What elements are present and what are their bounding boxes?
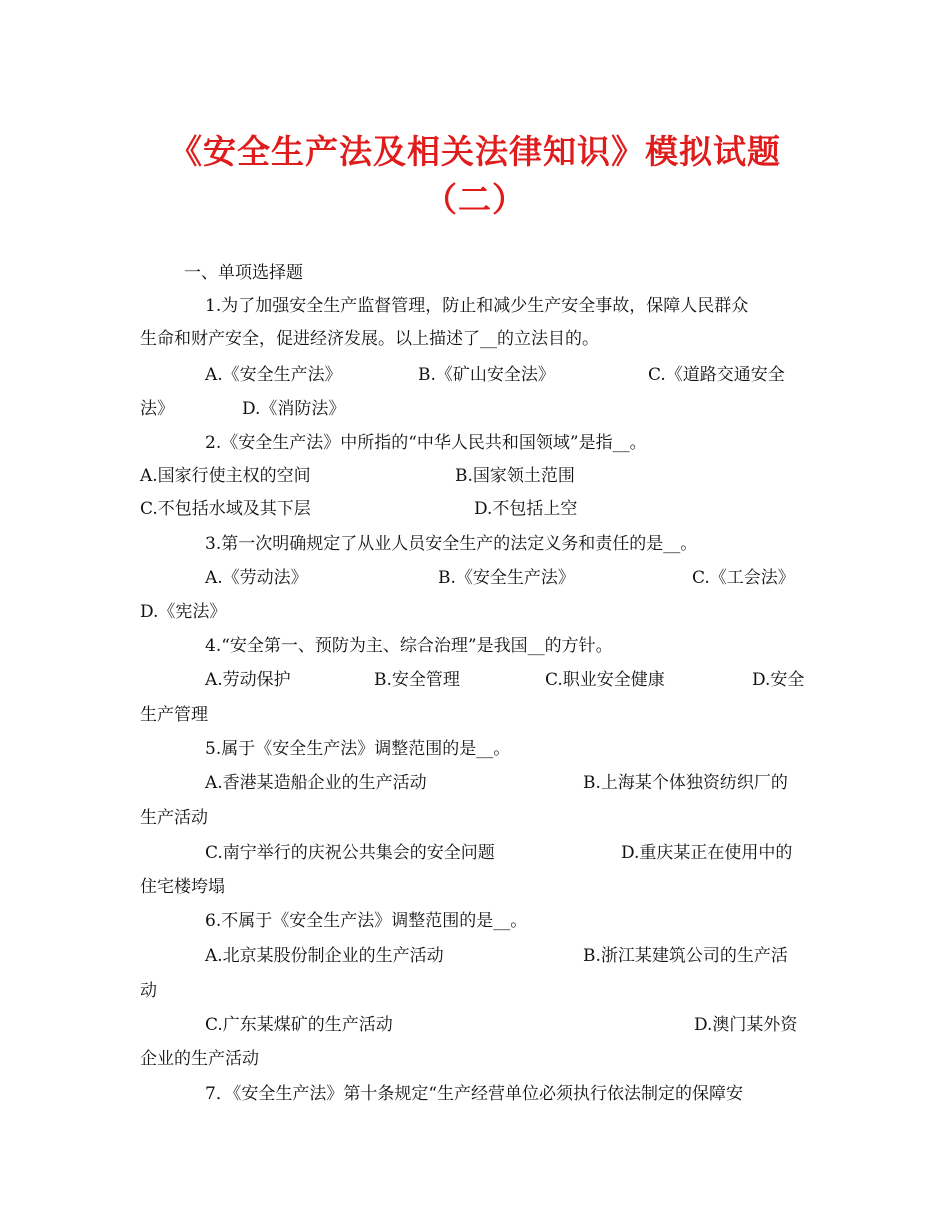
question-4-option-a: A.劳动保护	[205, 670, 291, 690]
question-1-stem: 1.为了加强安全生产监督管理，防止和减少生产安全事故，保障人民群众	[205, 296, 749, 316]
question-2-option-d: D.不包括上空	[474, 499, 578, 519]
question-5-option-b: B.上海某个体独资纺织厂的	[583, 773, 788, 793]
question-5-option-c: C.南宁举行的庆祝公共集会的安全问题	[205, 843, 495, 863]
question-4-option-b: B.安全管理	[374, 670, 460, 690]
question-5-option-a: A.香港某造船企业的生产活动	[205, 773, 427, 793]
question-6-option-a: A.北京某股份制企业的生产活动	[205, 946, 444, 966]
question-1-stem-cont: 生命和财产安全，促进经济发展。以上描述了__的立法目的。	[140, 329, 599, 349]
question-1-option-a: A.《安全生产法》	[205, 365, 342, 385]
question-3-option-b: B.《安全生产法》	[438, 568, 575, 588]
question-1-option-c-cont: 法》	[140, 399, 174, 419]
question-4-option-d-cont: 生产管理	[140, 705, 208, 725]
question-1-option-d: D.《消防法》	[242, 399, 346, 419]
question-5-option-b-cont: 生产活动	[140, 808, 208, 828]
question-7-stem: 7．《安全生产法》第十条规定“生产经营单位必须执行依法制定的保障安	[205, 1084, 744, 1104]
document-title-line2: （二）	[424, 180, 526, 219]
question-6-option-b-cont: 动	[140, 981, 157, 1001]
question-3-stem: 3.第一次明确规定了从业人员安全生产的法定义务和责任的是__。	[205, 534, 698, 554]
question-2-option-a: A.国家行使主权的空间	[140, 466, 311, 486]
question-5-option-d: D.重庆某正在使用中的	[621, 843, 793, 863]
question-4-option-d: D.安全	[752, 670, 805, 690]
question-4-option-c: C.职业安全健康	[545, 670, 665, 690]
question-3-option-d: D.《宪法》	[140, 602, 227, 622]
question-2-stem: 2.《安全生产法》中所指的“中华人民共和国领域”是指__。	[205, 433, 647, 453]
question-6-option-b: B.浙江某建筑公司的生产活	[583, 946, 788, 966]
question-4-stem: 4.“安全第一、预防为主、综合治理”是我国__的方针。	[205, 636, 613, 656]
question-2-option-b: B.国家领土范围	[455, 466, 575, 486]
question-6-stem: 6.不属于《安全生产法》调整范围的是__。	[205, 911, 528, 931]
section-heading: 一、单项选择题	[184, 263, 303, 283]
question-2-option-c: C.不包括水域及其下层	[140, 499, 311, 519]
question-6-option-d-cont: 企业的生产活动	[140, 1049, 259, 1069]
question-1-option-b: B.《矿山安全法》	[418, 365, 555, 385]
question-5-stem: 5.属于《安全生产法》调整范围的是__。	[205, 739, 511, 759]
question-3-option-c: C.《工会法》	[692, 568, 795, 588]
document-title-line1: 《安全生产法及相关法律知识》模拟试题	[169, 132, 781, 171]
question-6-option-c: C.广东某煤矿的生产活动	[205, 1015, 393, 1035]
question-1-option-c: C.《道路交通安全	[648, 365, 785, 385]
question-6-option-d: D.澳门某外资	[694, 1015, 798, 1035]
question-3-option-a: A.《劳动法》	[205, 568, 308, 588]
question-5-option-d-cont: 住宅楼垮塌	[140, 877, 225, 897]
